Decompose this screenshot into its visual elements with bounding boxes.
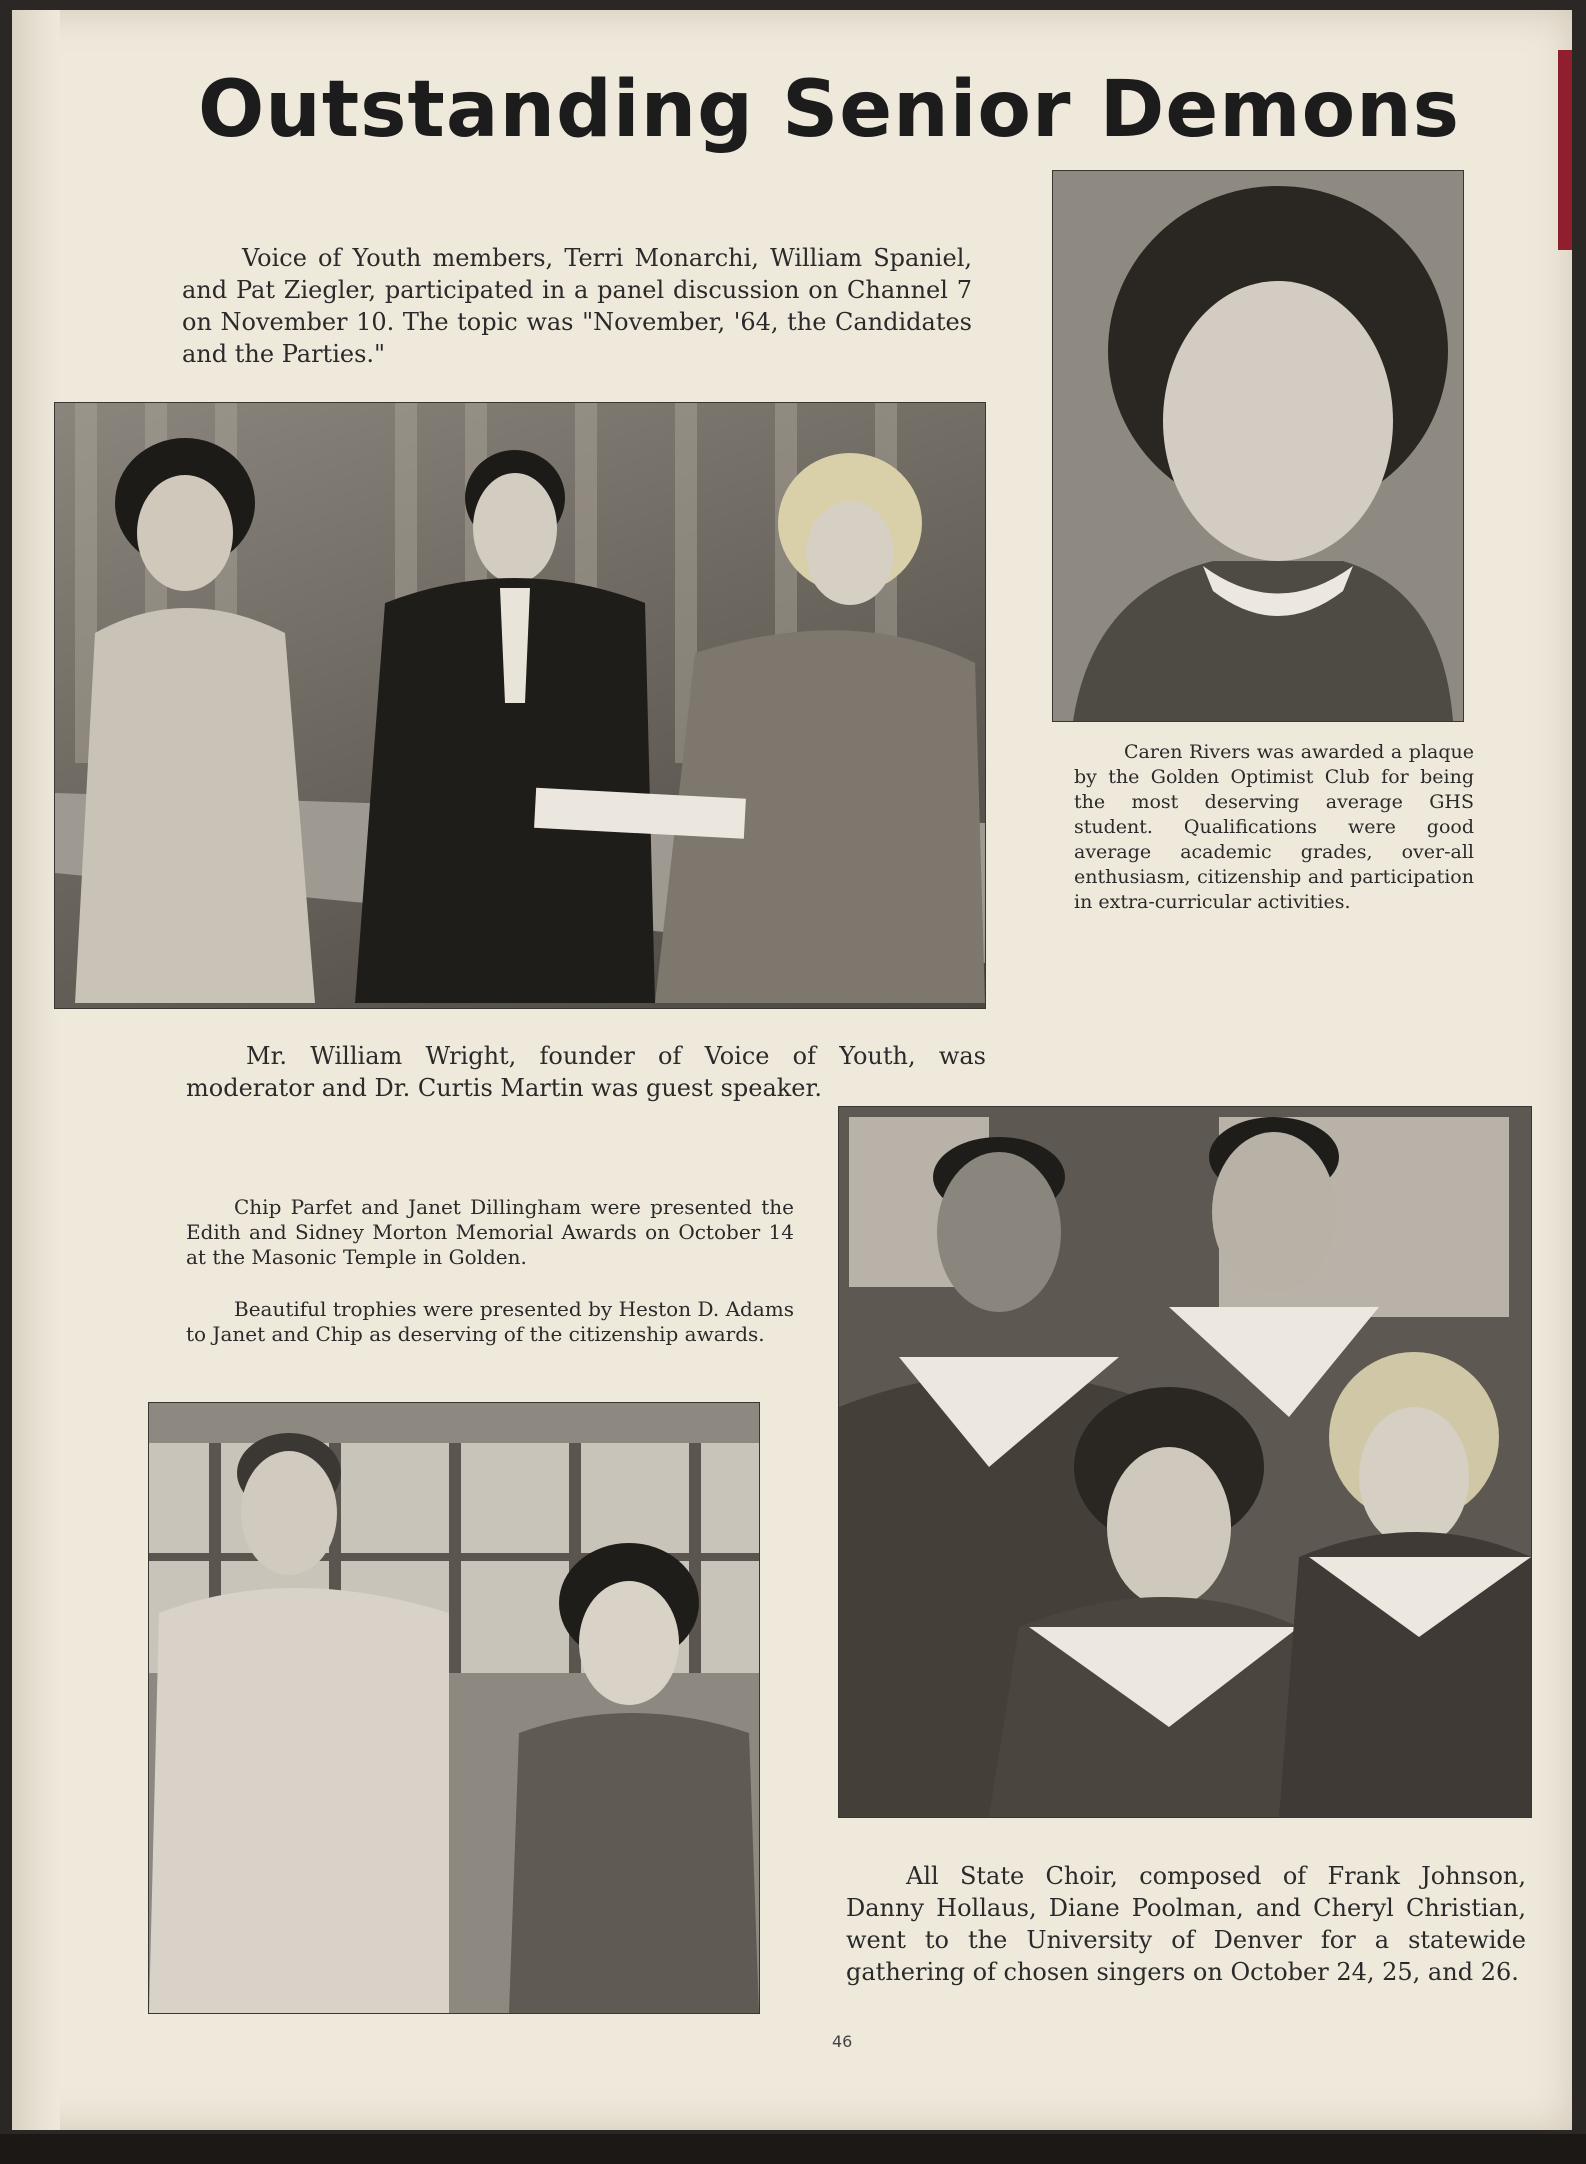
photo-caren-rivers-portrait	[1052, 170, 1464, 722]
page-title: Outstanding Senior Demons	[198, 65, 1461, 155]
caption-caren-rivers: Caren Rivers was awarded a plaque by the Golden Optimist Club for being the most deserving average GHS student. Qualifications were good average academic grades, over-all enthusiasm, citizenship and participation in extra-curricular activities.	[1074, 741, 1474, 913]
caption-all-state-choir: All State Choir, composed of Frank Johnson, Danny Hollaus, Diane Poolman, and Cheryl Christian, went to the University of Denver for a statewide gathering of chosen singers on October 24, 25, and 26.	[846, 1862, 1526, 1986]
caption-voice-of-youth-intro: Voice of Youth members, Terri Monarchi, William Spaniel, and Pat Ziegler, participated in a panel discussion on Channel 7 on November 10. The topic was "November, '64, the Candidates and the Parties."	[182, 244, 972, 368]
page-number: 46	[832, 2032, 853, 2051]
photo-award-winners	[148, 1402, 760, 2014]
photo-all-state-choir	[838, 1106, 1532, 1818]
scan-bottom-edge	[0, 2134, 1586, 2164]
caption-trophies: Beautiful trophies were presented by Heston D. Adams to Janet and Chip as deserving of the citizenship awards.	[186, 1297, 794, 1346]
caption-voice-of-youth-moderator: Mr. William Wright, founder of Voice of Youth, was moderator and Dr. Curtis Martin was guest speaker.	[186, 1042, 986, 1102]
photo-panel-discussion	[54, 402, 986, 1009]
caption-morton-awards: Chip Parfet and Janet Dillingham were presented the Edith and Sidney Morton Memorial Awards on October 14 at the Masonic Temple in Golden.	[186, 1195, 794, 1269]
yearbook-page	[12, 10, 1572, 2130]
book-spine-shadow	[12, 10, 60, 2130]
binding-red-edge	[1558, 50, 1572, 250]
